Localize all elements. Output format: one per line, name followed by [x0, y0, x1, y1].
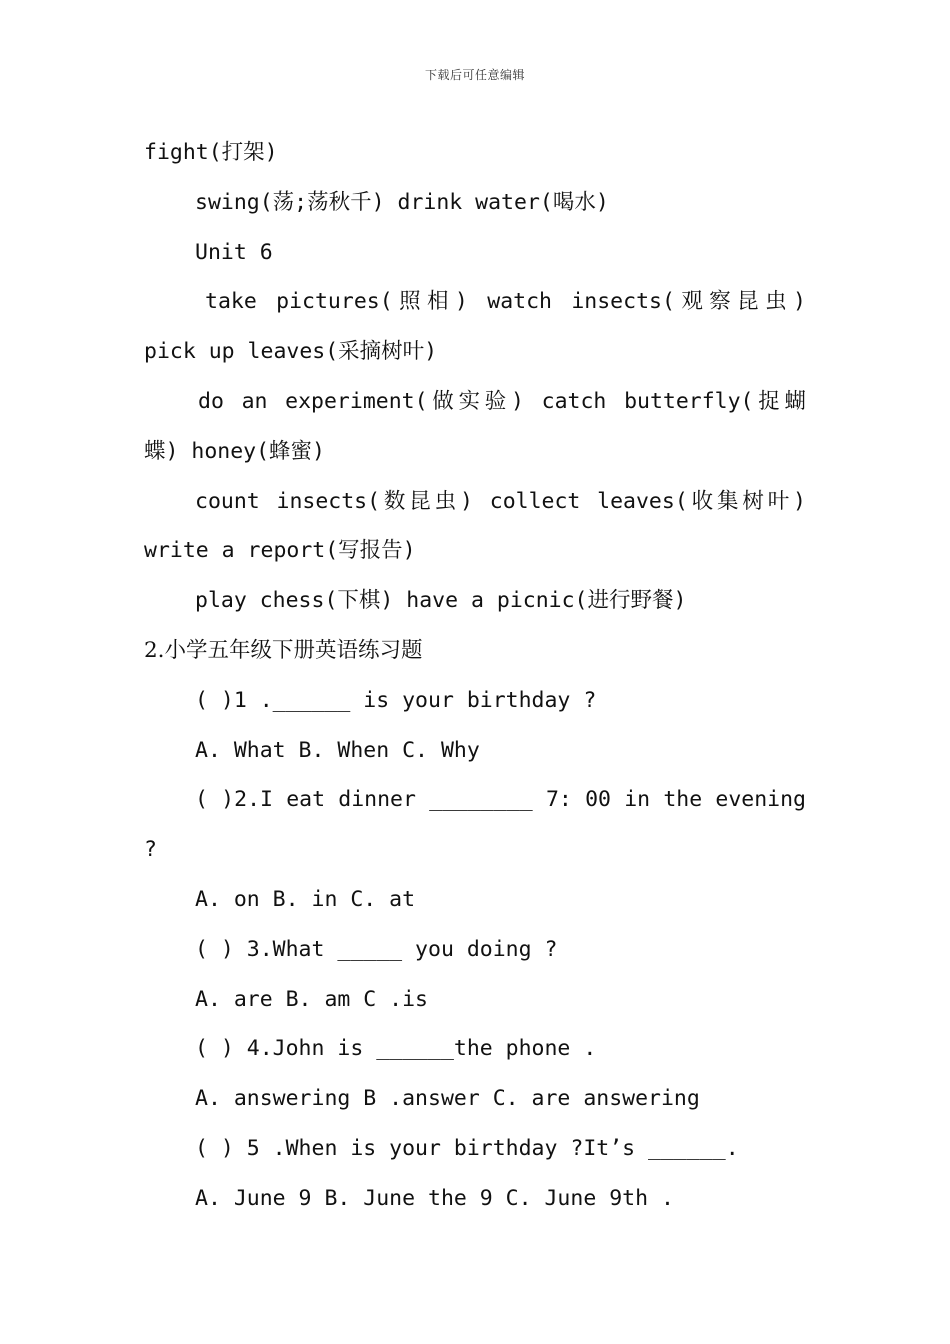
vocab-line: write a report(写报告): [144, 538, 416, 564]
answer-options: A. are B. am C .is: [195, 986, 428, 1012]
vocab-line: fight(打架): [144, 140, 278, 165]
document-body: [144, 128, 806, 1224]
question-line: ( ) 4.John is ______the phone .: [195, 1036, 597, 1062]
vocab-line: 蝶) honey(蜂蜜): [144, 438, 325, 464]
page-header: 下载后可任意编辑: [424, 68, 525, 82]
vocab-line: take pictures(照相) watch insects(观察昆虫): [205, 289, 806, 315]
vocab-line: pick up leaves(采摘树叶): [144, 339, 438, 365]
question-line: ?: [144, 837, 157, 863]
question-line: ( ) 3.What _____ you doing ?: [195, 936, 558, 962]
answer-options: A. answering B .answer C. are answering: [195, 1086, 700, 1112]
answer-options: A. on B. in C. at: [195, 886, 416, 912]
section-heading: 2.小学五年级下册英语练习题: [144, 637, 423, 663]
answer-options: A. What B. When C. Why: [195, 737, 480, 763]
answer-options: A. June 9 B. June the 9 C. June 9th .: [195, 1185, 674, 1211]
question-line: ( ) 5 .When is your birthday ?It’s ______.: [195, 1135, 739, 1161]
question-line: ( )2.I eat dinner ________ 7: 00 in the evening: [195, 787, 806, 813]
vocab-line: play chess(下棋) have a picnic(进行野餐): [195, 588, 687, 614]
question-line: ( )1 .______ is your birthday ?: [195, 687, 597, 713]
vocab-line: count insects(数昆虫) collect leaves(收集树叶): [195, 488, 806, 514]
unit-title: Unit 6: [195, 239, 273, 265]
vocab-line: do an experiment(做实验) catch butterfly(捉蝴: [198, 388, 806, 414]
vocab-line: swing(荡;荡秋千) drink water(喝水): [195, 189, 609, 215]
